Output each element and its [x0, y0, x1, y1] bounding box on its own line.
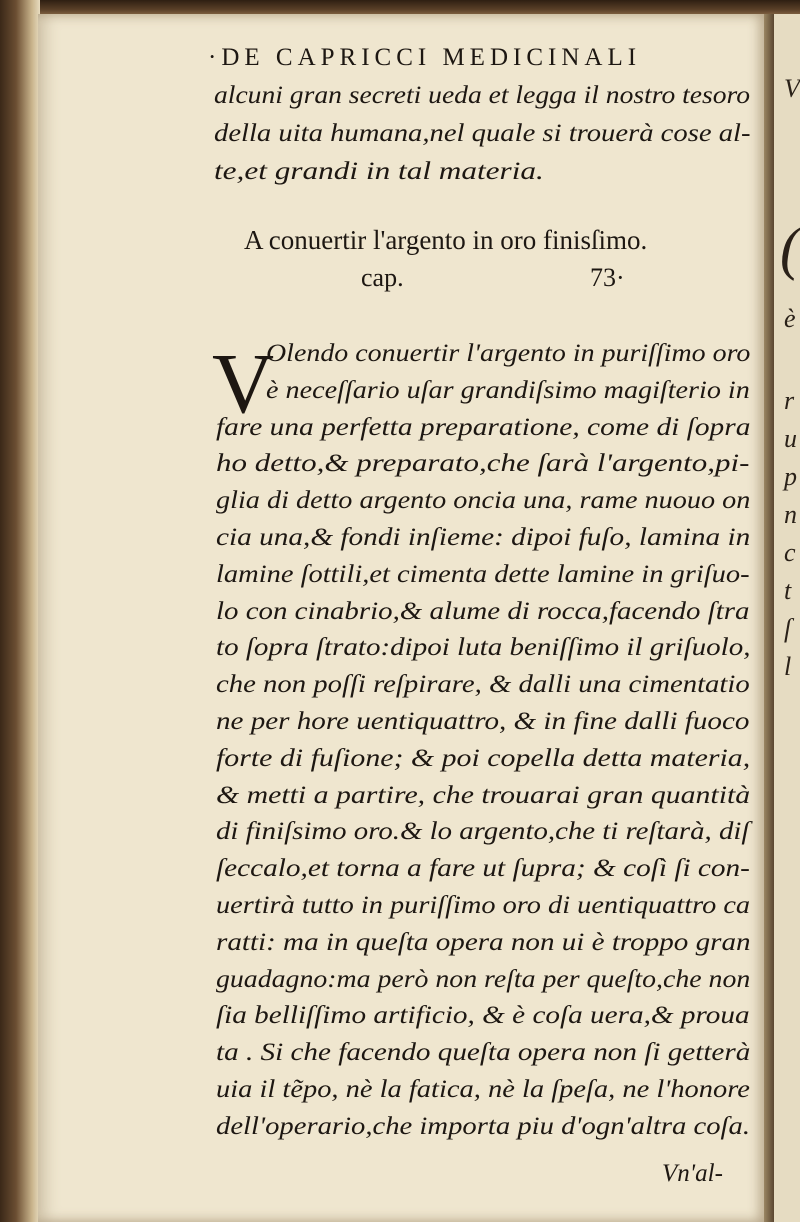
facing-letter: r: [784, 386, 795, 415]
chapter-title: A conuertir l'argento in oro finisſimo.: [244, 225, 648, 255]
facing-letter: n: [784, 500, 797, 529]
body-line: ne per hore uentiquattro, & in fine dalli fuoco: [216, 708, 750, 735]
intro-line: te,et grandi in tal materia.: [214, 158, 544, 185]
intro-line: alcuni gran secreti ueda et legga il nostro tesoro: [214, 82, 751, 109]
body-line: & metti a partire, che trouarai gran quantità: [216, 781, 751, 809]
chapter-number: 73·: [590, 263, 625, 292]
body-line: dell'operario,che importa piu d'ogn'altra coſa.: [216, 1112, 751, 1140]
body-line: forte di fuſione; & poi copella detta materia,: [216, 744, 751, 772]
body-line: è neceſſario uſar grandiſsimo magiſterio in: [266, 376, 750, 404]
book-spine-edge: [0, 0, 40, 1222]
body-line: ratti: ma in queſta opera non ui è troppo gran: [216, 928, 751, 956]
body-line: to ſopra ſtrato:dipoi luta beniſſimo il griſuolo,: [216, 634, 751, 662]
facing-letter: (: [780, 215, 800, 281]
body-line: di finiſsimo oro.& lo argento,che ti reſtarà, diſ: [216, 818, 750, 846]
body-line: lo con cinabrio,& alume di rocca,facendo ſtra: [216, 597, 750, 625]
facing-letter: p: [784, 462, 797, 491]
intro-line: della uita humana,nel quale si trouerà cose al-: [214, 120, 751, 147]
body-line: ſia belliſſimo artificio, & è coſa uera,& proua: [216, 1002, 750, 1030]
body-line: fare una perfetta preparatione, come di ſopra: [216, 413, 751, 441]
facing-letter: t: [784, 576, 792, 605]
drop-cap: V: [212, 335, 275, 431]
page-gutter: [764, 14, 774, 1222]
body-line: lamine ſottili,et cimenta dette lamine in griſuo-: [216, 560, 750, 588]
body-line: uia il tẽpo, nè la fatica, nè la ſpeſa, ne l'honore: [216, 1076, 750, 1103]
running-head: ·DE CAPRICCI MEDICINALI: [208, 44, 642, 71]
body-line: uertirà tutto in puriſſimo oro di uentiquattro ca: [216, 892, 751, 919]
facing-letter: V: [784, 74, 800, 103]
facing-letter: è: [784, 304, 796, 333]
facing-letter: l: [784, 652, 792, 681]
body-line: Olendo conuertir l'argento in puriſſimo oro: [266, 340, 751, 367]
body-line: che non poſſi reſpirare, & dalli una cimentatio: [216, 671, 750, 699]
facing-letter: c: [784, 538, 796, 567]
facing-page-edge: [774, 14, 800, 1222]
body-line: ta . Si che facendo queſta opera non ſi getterà: [216, 1039, 751, 1067]
body-line: ſeccalo,et torna a fare ut ſupra; & coſì ſi con-: [216, 855, 750, 883]
body-line: guadagno:ma però non reſta per queſto,che non: [216, 965, 751, 993]
body-line: ho detto,& preparato,che ſarà l'argento,pi-: [216, 450, 750, 478]
body-line: glia di detto argento oncia una, rame nuouo on: [216, 487, 751, 515]
body-line: cia una,& fondi inſieme: dipoi fuſo, lamina in: [216, 524, 751, 551]
chapter-cap-label: cap.: [361, 263, 404, 292]
facing-letter: ſ: [784, 614, 792, 643]
facing-letter: u: [784, 424, 797, 453]
catchword: Vn'al-: [662, 1160, 723, 1187]
